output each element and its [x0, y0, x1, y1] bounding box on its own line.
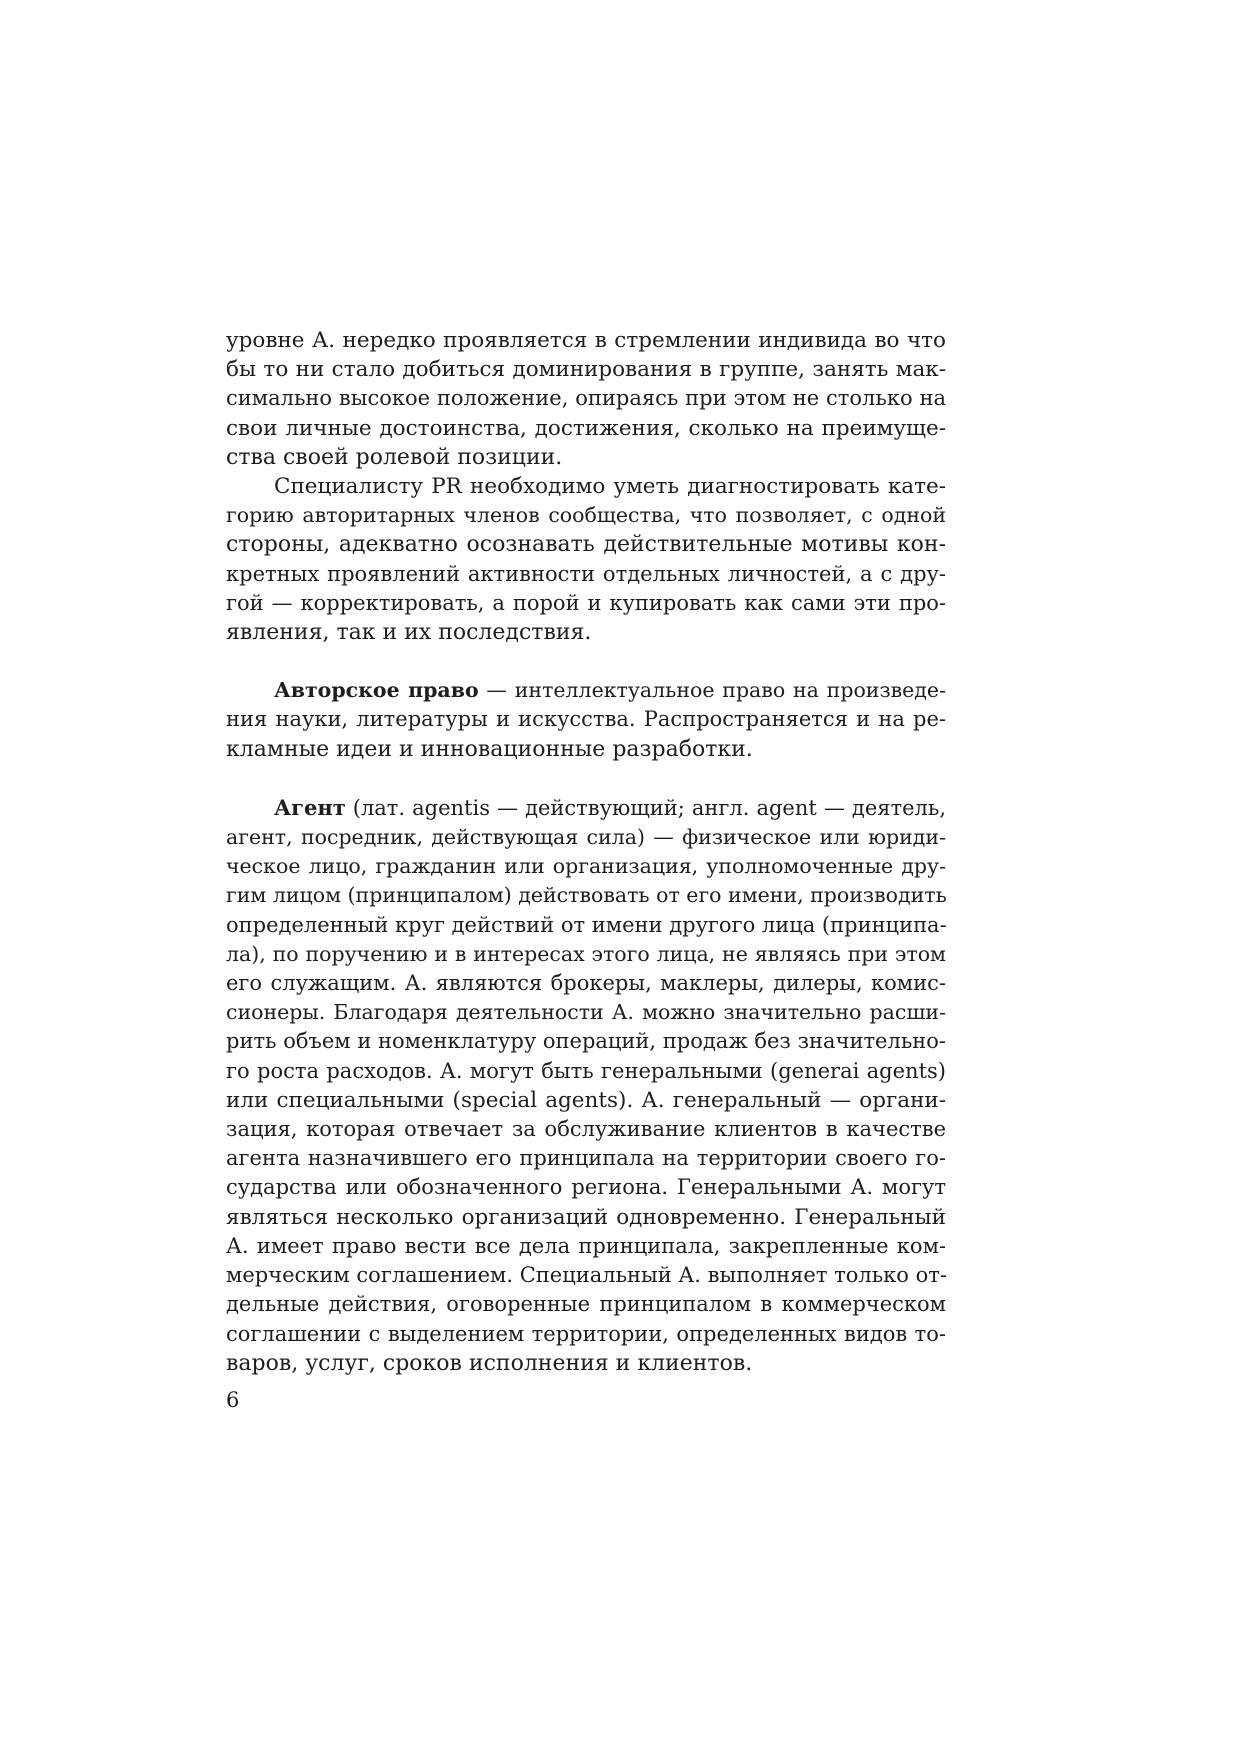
entry-term: Авторское право: [274, 678, 479, 703]
text-line: агент, посредник, действующая сила) — физическое или юриди-: [226, 825, 946, 850]
text-line: стороны, адекватно осознавать действительные мотивы кон-: [226, 532, 946, 558]
text-line: определенный круг действий от имени другого лица (принципа-: [226, 912, 947, 937]
entry-copyright: [226, 676, 946, 764]
text-line: ла), по поручению и в интересах этого лица, не являясь при этом: [226, 941, 946, 966]
entry-agent: [226, 793, 946, 1378]
paragraph-spacer: [226, 647, 946, 676]
text-line: сударства или обозначенного региона. Генеральными А. могут: [226, 1175, 946, 1200]
text-line: ния науки, литературы и искусства. Распространяется и на ре-: [226, 707, 946, 732]
text-line: его служащим. А. являются брокеры, маклеры, дилеры, комис-: [226, 971, 946, 996]
text-line: мерческим соглашением. Специальный А. выполняет только от-: [226, 1263, 947, 1288]
text-line: агента назначившего его принципала на территории своего го-: [226, 1146, 946, 1171]
text-line: дельные действия, оговоренные принципалом в коммерческом: [226, 1292, 946, 1317]
text-line: бы то ни стало добиться доминирования в группе, занять мак-: [226, 357, 946, 383]
text-line: свои личные достоинства, достижения, сколько на преимуще-: [226, 415, 946, 441]
entry-definition-start: (лат. agentis — действующий; англ. agent — деятель,: [345, 795, 946, 820]
text-line: го роста расходов. А. могут быть генеральными (generai agents): [226, 1058, 946, 1083]
text-line: [226, 793, 946, 823]
page-number: 6: [226, 1388, 240, 1412]
text-line: Специалисту PR необходимо уметь диагностировать кате-: [274, 474, 946, 500]
entry-term: Агент: [274, 794, 346, 820]
text-line: зация, которая отвечает за обслуживание клиентов в качестве: [226, 1117, 946, 1142]
text-line: ства своей ролевой позиции.: [226, 444, 563, 470]
paragraph-pr-specialist: [226, 472, 946, 647]
paragraph-spacer: [226, 764, 946, 793]
text-line: сионеры. Благодаря деятельности А. можно значительно расши-: [226, 1000, 946, 1025]
text-line: кретных проявлений активности отдельных личностей, а с дру-: [226, 561, 946, 586]
page-body-text: [226, 326, 946, 1378]
text-line: [226, 676, 946, 705]
text-line: являться несколько организаций одновременно. Генеральный: [226, 1204, 946, 1230]
text-line: рить объем и номенклатуру операций, продаж без значительно-: [226, 1029, 946, 1054]
text-line: кламные идеи и инновационные разработки.: [226, 736, 753, 762]
text-line: А. имеет право вести все дела принципала, закрепленные ком-: [226, 1233, 946, 1258]
text-line: варов, услуг, сроков исполнения и клиентов.: [226, 1350, 753, 1376]
text-line: ческое лицо, гражданин или организация, уполномоченные дру-: [226, 854, 946, 879]
text-line: или специальными (special agents). А. генеральный — органи-: [226, 1087, 946, 1113]
text-line: гой — корректировать, а порой и купировать как сами эти про-: [226, 590, 946, 615]
paragraph-authoritarianism-continued: [226, 326, 946, 472]
text-line: гим лицом (принципалом) действовать от его имени, производить: [226, 883, 947, 908]
text-line: уровне А. нередко проявляется в стремлении индивида во что: [226, 328, 946, 353]
text-line: горию авторитарных членов сообщества, что позволяет, с одной: [226, 503, 946, 528]
text-line: явления, так и их последствия.: [226, 620, 592, 646]
text-line: симально высокое положение, опираясь при этом не столько на: [226, 386, 946, 411]
text-line: соглашении с выделением территории, определенных видов то-: [226, 1321, 946, 1346]
entry-definition-start: — интеллектуальное право на произведе-: [478, 678, 946, 703]
